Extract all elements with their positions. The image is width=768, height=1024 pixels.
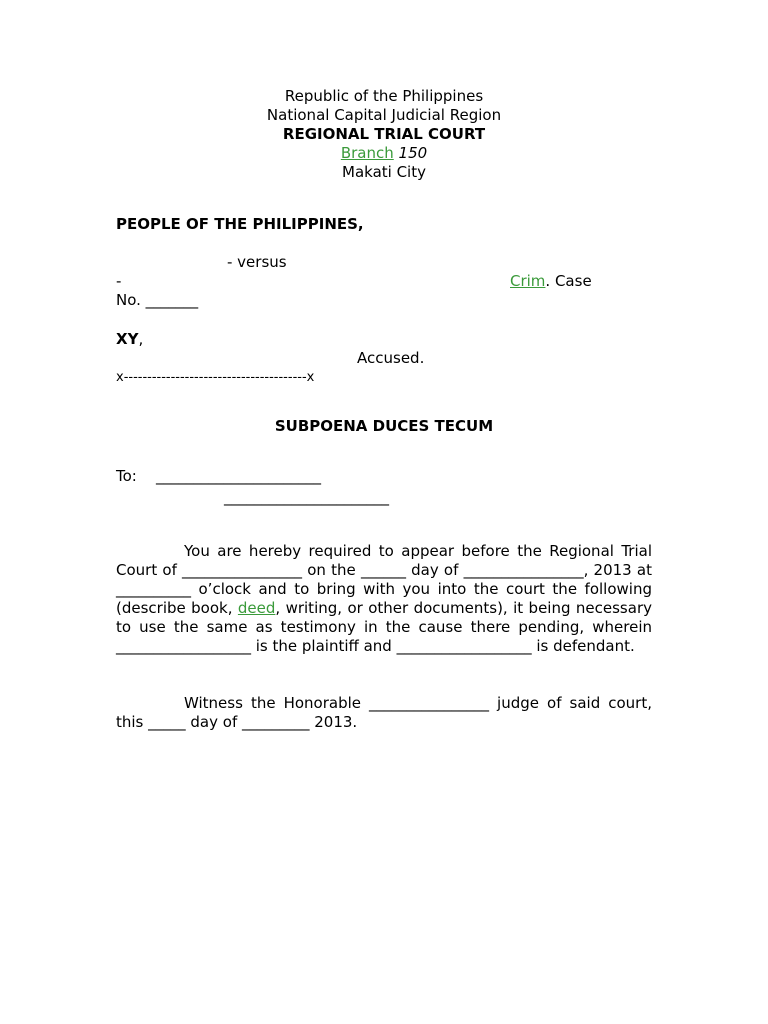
- branch-number: 150: [398, 144, 428, 162]
- court-line: REGIONAL TRIAL COURT: [282, 125, 486, 143]
- republic-line: Republic of the Philippines: [284, 87, 484, 105]
- city-line: Makati City: [342, 163, 426, 181]
- body-paragraph-1-text-a: You are hereby required to appear before the Regional Trial Court of ________________ on the ______ day of ________________, 2013 at __________ o’clock and to bring with you into the court the following (describe book,: [116, 542, 652, 617]
- caption-separator: x---------------------------------------x: [116, 370, 315, 385]
- branch-line: [116, 144, 652, 163]
- case-word: . Case: [545, 272, 592, 290]
- body-paragraph-2: [116, 694, 652, 732]
- accused-name: XY: [116, 330, 139, 348]
- branch-link[interactable]: Branch: [340, 144, 394, 162]
- body-paragraph-1-text-b: , writing, or other documents), it being necessary to use the same as testimony in the cause there pending, wherein __________________ is the plaintiff and __________________ is defendant.: [116, 599, 652, 655]
- plaintiff-name: PEOPLE OF THE PHILIPPINES,: [116, 215, 364, 233]
- body-paragraph-1: [116, 542, 652, 656]
- deed-link[interactable]: deed: [237, 599, 276, 617]
- accused-name-line: [116, 330, 143, 349]
- versus-dash: -: [116, 272, 122, 290]
- accused-comma: ,: [138, 330, 144, 348]
- addressee-line-2: ______________________: [224, 488, 389, 506]
- body-paragraph-2-text: Witness the Honorable ________________ judge of said court, this _____ day of _________ 2013.: [116, 694, 652, 731]
- region-line: National Capital Judicial Region: [266, 106, 502, 124]
- case-number: No. _______: [116, 291, 199, 309]
- case-type: [510, 272, 592, 291]
- crim-link[interactable]: Crim: [510, 272, 546, 290]
- to-label: To:: [116, 467, 137, 485]
- versus-text: - versus: [227, 253, 287, 271]
- addressee-line-1: ______________________: [156, 467, 321, 485]
- document-title: SUBPOENA DUCES TECUM: [274, 417, 494, 435]
- accused-label: Accused.: [357, 349, 425, 367]
